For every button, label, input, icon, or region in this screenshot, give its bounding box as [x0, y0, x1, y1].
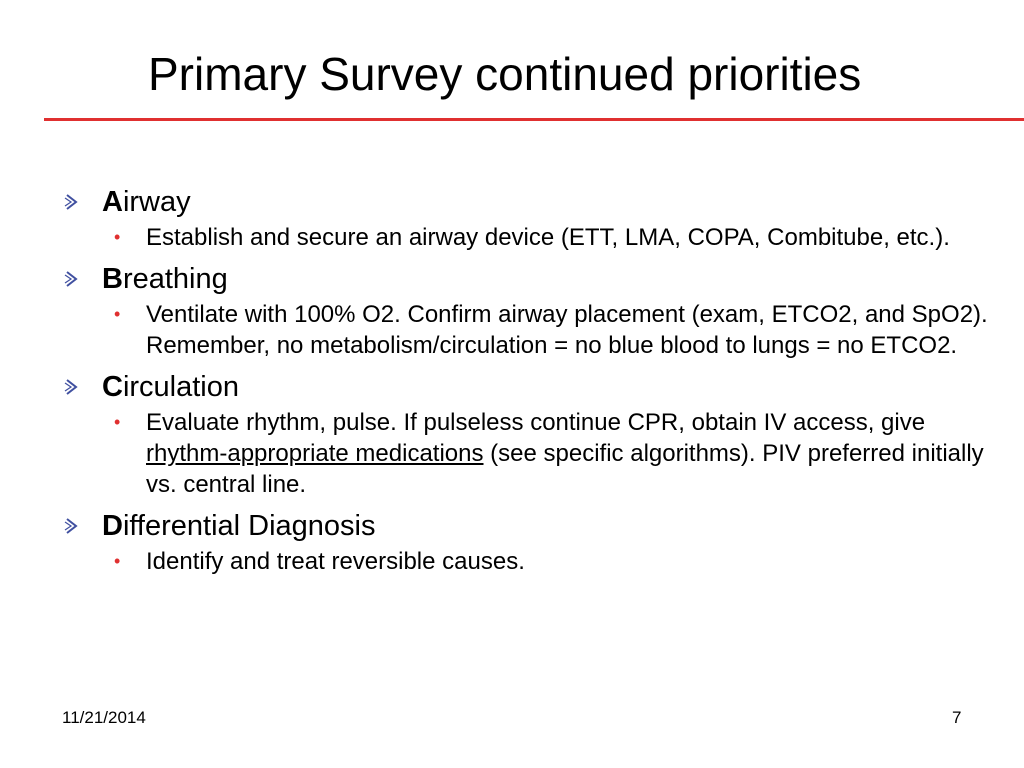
dot-bullet-icon: •: [114, 304, 121, 324]
item-heading: [60, 506, 1000, 546]
item-detail: [60, 546, 1000, 577]
heading-initial: A: [102, 186, 123, 218]
detail-text: Identify and treat reversible causes.: [146, 548, 525, 575]
arrow-bullet-icon: [64, 193, 80, 211]
slide-title: Primary Survey continued priorities: [148, 48, 862, 100]
detail-text-after: (see specific algorithms). PIV preferred initially vs. central line.: [146, 440, 984, 498]
heading-initial: C: [102, 371, 123, 403]
arrow-bullet-icon: [64, 378, 80, 396]
page-number: 7: [952, 708, 962, 727]
dot-bullet-icon: •: [114, 227, 121, 247]
heading-rest: irculation: [122, 371, 240, 403]
list-item-circulation: [60, 367, 1000, 500]
heading-rest: irway: [122, 186, 191, 218]
item-detail: [60, 299, 1000, 361]
dot-bullet-icon: •: [114, 551, 121, 571]
slide-content: [60, 182, 1000, 583]
dot-bullet-icon: •: [114, 412, 121, 432]
heading-rest: ifferential Diagnosis: [122, 510, 376, 542]
item-heading: [60, 259, 1000, 299]
heading-rest: reathing: [122, 263, 228, 295]
footer-date: 11/21/2014: [62, 708, 146, 727]
heading-initial: D: [102, 510, 123, 542]
list-item-differential-diagnosis: [60, 506, 1000, 577]
arrow-bullet-icon: [64, 517, 80, 535]
heading-initial: B: [102, 263, 123, 295]
list-item-airway: [60, 182, 1000, 253]
item-heading: [60, 367, 1000, 407]
list-item-breathing: [60, 259, 1000, 361]
detail-text-before: Evaluate rhythm, pulse. If pulseless continue CPR, obtain IV access, give: [146, 409, 926, 436]
item-heading: [60, 182, 1000, 222]
item-detail: [60, 407, 1000, 500]
detail-text: Ventilate with 100% O2. Confirm airway placement (exam, ETCO2, and SpO2). Remember, no metabolism/circulation = no blue blood to lungs = no ETCO2.: [146, 301, 988, 359]
item-detail: [60, 222, 1000, 253]
detail-text: Establish and secure an airway device (ETT, LMA, COPA, Combitube, etc.).: [146, 224, 950, 251]
arrow-bullet-icon: [64, 270, 80, 288]
medications-link[interactable]: rhythm-appropriate medications: [146, 440, 484, 467]
title-divider: [44, 118, 1024, 121]
